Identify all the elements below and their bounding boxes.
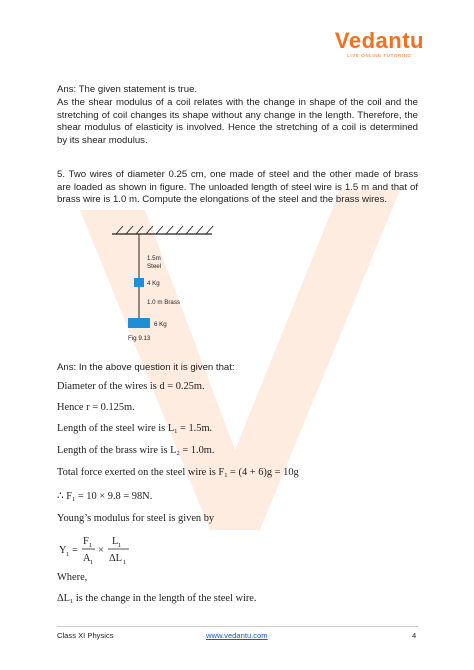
- mass-6kg-box: [128, 318, 150, 328]
- vedantu-watermark-icon: [60, 150, 420, 570]
- svg-text:A: A: [83, 553, 91, 564]
- ceiling-hatch: [116, 226, 213, 234]
- diameter-line: Diameter of the wires is d = 0.25m.: [57, 381, 205, 392]
- youngs-formula: [57, 533, 167, 567]
- svg-text:L: L: [112, 536, 119, 547]
- brass-length-line: Length of the brass wire is $L_2 = 1.0m$.: [57, 445, 215, 457]
- answer-paragraph: As the shear modulus of a coil relates with the change in shape of the coil and the stretching of coil changes its shape without any change in the length. Therefore, the shear modulus of elasticity is involved. Hence the stretching of a coil is determined by its shear modulus.: [57, 97, 418, 146]
- svg-text:=: =: [72, 545, 78, 556]
- footer-subject: Class XI Physics: [57, 631, 114, 640]
- svg-text:1: 1: [123, 559, 127, 566]
- logo-tagline: LIVE ONLINE TUTORING: [347, 53, 412, 58]
- youngs-modulus-line: Young’s modulus for steel is given by: [57, 513, 215, 524]
- where-line: Where,: [57, 572, 88, 583]
- force-calc-line: ∴ $F_1 = 10 \times 9.8 = 98N$.: [57, 491, 153, 503]
- footer-website-link[interactable]: www.vedantu.com: [206, 631, 268, 640]
- answer2-heading: Ans: In the above question it is given that:: [57, 362, 235, 373]
- mass-4kg-box: [134, 278, 144, 287]
- footer-divider: [57, 626, 418, 627]
- delta-line: $\Delta L_1$ is the change in the length of the steel wire.: [57, 593, 257, 605]
- svg-text:1: 1: [90, 559, 94, 566]
- svg-text:ΔL: ΔL: [109, 553, 123, 564]
- answer-heading: Ans: The given statement is true.: [57, 84, 198, 95]
- brass-label: 1.0 m Brass: [147, 299, 181, 306]
- svg-text:×: ×: [98, 545, 104, 556]
- vedantu-logo[interactable]: [335, 30, 424, 58]
- steel-length-line: Length of the steel wire is $L_1 = 1.5m$.: [57, 423, 213, 435]
- question-5: 5. Two wires of diameter 0.25 cm, one made of steel and the other made of brass are loaded as shown in figure. The unloaded length of steel wire is 1.5 m and that of brass wire is 1.0 m. Compute the elongations of the steel and the brass wires.: [57, 169, 418, 206]
- mass2-label: 6 Kg: [154, 321, 167, 328]
- page-number: 4: [412, 631, 417, 640]
- svg-text:1: 1: [66, 551, 70, 558]
- mass1-label: 4 Kg: [147, 280, 160, 287]
- svg-text:1: 1: [118, 542, 122, 549]
- wire-figure: [110, 222, 230, 342]
- figure-caption: Fig 9.13: [128, 335, 151, 342]
- svg-text:Y: Y: [59, 545, 67, 556]
- svg-text:F: F: [83, 536, 89, 547]
- steel-length-label: 1.5m: [147, 255, 161, 262]
- svg-text:1: 1: [89, 542, 93, 549]
- steel-label: Steel: [147, 263, 162, 270]
- force-line: Total force exerted on the steel wire is $F_1 = (4 + 6)g = 10g$: [57, 467, 299, 479]
- logo-wordmark: Vedantu: [334, 28, 424, 53]
- radius-line: Hence r = 0.125m.: [57, 402, 135, 413]
